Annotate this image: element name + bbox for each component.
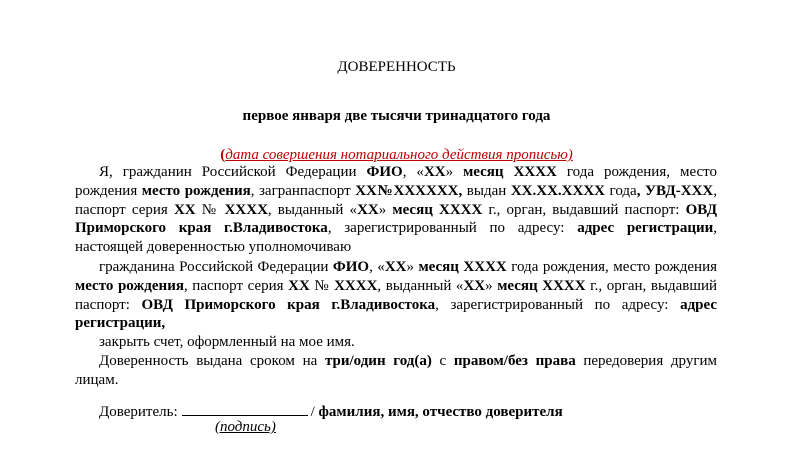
principal-passport-day: ХХ xyxy=(357,201,379,218)
text-run: г., орган, выдавший паспорт: xyxy=(75,277,717,313)
date-hint-paren: ( xyxy=(220,147,226,163)
text-run xyxy=(504,164,514,180)
principal-issue-date: ХХ.ХХ.ХХХХ xyxy=(510,182,605,199)
text-run: года xyxy=(605,182,637,199)
date-hint-text: дата совершения нотариального действия прописью) xyxy=(225,147,573,163)
signer-line xyxy=(99,401,563,421)
signer-name-hint: фамилия, имя, отчество доверителя xyxy=(318,404,563,420)
text-run: гражданина Российской Федерации xyxy=(99,259,333,275)
validity-term: три/один год(а) xyxy=(324,353,432,369)
principal-birth-year: ХХХХ xyxy=(513,164,557,180)
agent-paragraph xyxy=(75,258,717,333)
agent-passport-day: ХХ xyxy=(463,277,486,294)
agent-passport-number: ХХХХ xyxy=(334,277,378,294)
principal-authority: УВД-ХХХ xyxy=(644,182,714,199)
text-run: » xyxy=(378,201,393,218)
text-run: , паспорт серия xyxy=(183,277,289,294)
principal-foreign-passport: ХХ№ХХХХХХ, xyxy=(355,182,463,199)
principal-birth-day: ХХ xyxy=(423,164,446,180)
principal-passport-series: ХХ xyxy=(173,201,196,218)
text-run: № xyxy=(195,201,225,218)
principal-address: адрес регистрации xyxy=(577,220,714,237)
principal-paragraph xyxy=(75,163,717,257)
agent-passport-issuer: ОВД Приморского края г.Владивостока xyxy=(141,296,436,313)
principal-name: ФИО xyxy=(366,164,403,180)
signature-blank xyxy=(182,401,308,416)
principal-birth-month: месяц xyxy=(463,164,504,180)
principal-passport-issuer: ОВД Приморского края г.Владивостока xyxy=(75,201,718,237)
action-paragraph: закрыть счет, оформленный на мое имя. xyxy=(99,334,355,350)
agent-birth-day: ХХ xyxy=(384,259,407,275)
text-run: » xyxy=(445,164,464,180)
redelegation-right: правом/без права xyxy=(453,353,576,369)
text-run: № xyxy=(309,277,335,294)
agent-birth-month: месяц xyxy=(418,259,459,275)
text-run: , загранпаспорт xyxy=(250,182,356,199)
text-run: , выданный « xyxy=(267,201,358,218)
text-run: , xyxy=(636,182,641,199)
text-run: , настоящей доверенностью уполномочиваю xyxy=(75,220,717,256)
agent-birth-year: ХХХХ xyxy=(463,259,507,275)
text-run: передоверия другим лицам. xyxy=(75,353,718,388)
date-hint xyxy=(0,146,793,164)
validity-paragraph xyxy=(75,352,717,390)
text-run: Я, гражданин Российской Федерации xyxy=(99,164,367,180)
signer-slash: / xyxy=(310,404,315,420)
text-run: Доверенность выдана сроком на xyxy=(99,353,325,369)
text-run: , « xyxy=(369,259,385,275)
agent-passport-series: ХХ xyxy=(288,277,310,294)
principal-birthplace: место рождения xyxy=(141,182,251,199)
text-run: г., орган, выдавший паспорт: xyxy=(482,201,686,218)
text-run: , зарегистрированный по адресу: xyxy=(327,220,578,237)
text-run: , зарегистрированный по адресу: xyxy=(435,296,681,313)
text-run: выдан xyxy=(462,182,511,199)
text-run: , « xyxy=(402,164,424,180)
principal-passport-month-year: месяц ХХХХ xyxy=(392,201,483,218)
text-run: » xyxy=(406,259,419,275)
text-run: года рождения, место рождения xyxy=(506,259,718,275)
text-run: » xyxy=(485,277,498,294)
signature-caption: (подпись) xyxy=(215,419,276,435)
signer-label: Доверитель: xyxy=(99,404,178,420)
text-run: , паспорт серия xyxy=(75,182,717,218)
document-date: первое января две тысячи тринадцатого года xyxy=(242,108,551,124)
agent-name: ФИО xyxy=(332,259,370,275)
text-run: с xyxy=(431,353,454,369)
document-title: ДОВЕРЕННОСТЬ xyxy=(337,59,456,75)
agent-passport-month-year: месяц ХХХХ xyxy=(497,277,586,294)
principal-passport-number: ХХХХ xyxy=(224,201,268,218)
text-run: , выданный « xyxy=(377,277,464,294)
agent-address: адрес регистрации, xyxy=(75,296,718,332)
text-run: года рождения, место рождения xyxy=(75,164,717,199)
agent-birthplace: место рождения xyxy=(75,277,184,294)
